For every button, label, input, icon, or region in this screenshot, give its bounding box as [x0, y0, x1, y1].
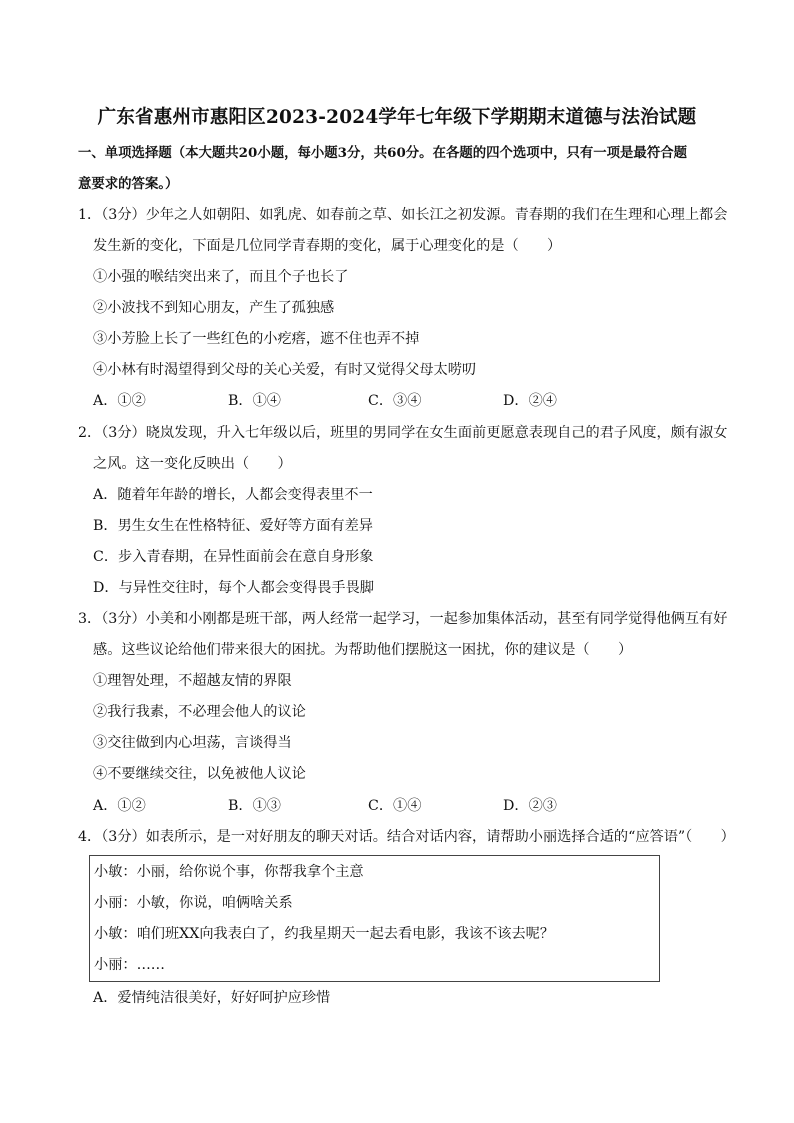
question-3-item-3: ③交往做到内心坦荡，言谈得当 [93, 735, 292, 751]
question-2-stem-line-1: 2．（3分）晓岚发现，升入七年级以后，班里的男同学在女生面前更愿意表现自己的君子风度，颇有淑女 [78, 425, 728, 441]
question-1-stem-line-2: 发生新的变化，下面是几位同学青春期的变化，属于心理变化的是（ ） [93, 238, 562, 254]
question-1-item-3: ③小芳脸上长了一些红色的小疙瘩，遮不住也弄不掉 [93, 331, 420, 347]
chat-line-3: 小敏：咱们班XX向我表白了，约我星期天一起去看电影，我该不该去呢？ [94, 926, 555, 942]
section-instructions-line-1: 一、单项选择题（本大题共20小题，每小题3分，共60分。在各题的四个选项中，只有一项是最符合题 [78, 145, 687, 161]
question-4-option-a: A．爱情纯洁很美好，好好呵护应珍惜 [93, 990, 331, 1006]
question-1-item-4: ④小林有时渴望得到父母的关心关爱，有时又觉得父母太唠叨 [93, 362, 477, 378]
question-1-option-c: C．③④ [368, 393, 422, 409]
question-3-item-4: ④不要继续交往，以免被他人议论 [93, 766, 306, 782]
question-2-option-a: A．随着年年龄的增长，人都会变得表里不一 [93, 487, 373, 503]
question-1-option-b: B．①④ [228, 393, 281, 409]
question-1-item-2: ②小波找不到知心朋友，产生了孤独感 [93, 300, 335, 316]
chat-line-2: 小丽：小敏，你说，咱俩啥关系 [94, 895, 293, 911]
question-1-option-a: A．①② [93, 393, 146, 409]
question-3-option-b: B．①③ [228, 798, 281, 814]
question-3-option-c: C．①④ [368, 798, 422, 814]
question-2-option-b: B．男生女生在性格特征、爱好等方面有差异 [93, 518, 373, 534]
question-2-option-c: C．步入青春期，在异性面前会在意自身形象 [93, 549, 374, 565]
chat-dialog-table [89, 855, 660, 982]
chat-line-1: 小敏：小丽，给你说个事，你帮我拿个主意 [94, 864, 364, 880]
question-3-option-a: A．①② [93, 798, 146, 814]
question-3-item-2: ②我行我素，不必理会他人的议论 [93, 704, 306, 720]
question-1-stem-line-1: 1．（3分）少年之人如朝阳、如乳虎、如春前之草、如长江之初发源。青春期的我们在生理和心理上都会 [78, 207, 728, 223]
question-2-option-d: D．与异性交往时，每个人都会变得畏手畏脚 [93, 580, 374, 596]
question-1-item-1: ①小强的喉结突出来了，而且个子也长了 [93, 269, 349, 285]
question-1-option-d: D．②④ [503, 393, 557, 409]
chat-line-4: 小丽：…… [94, 957, 165, 973]
question-3-stem-line-2: 感。这些议论给他们带来很大的困扰。为帮助他们摆脱这一困扰，你的建议是（ ） [93, 642, 633, 658]
question-3-option-d: D．②③ [503, 798, 557, 814]
page-title: 广东省惠州市惠阳区2023-2024学年七年级下学期期末道德与法治试题 [97, 107, 697, 128]
section-instructions-line-2: 意要求的答案。） [78, 176, 179, 192]
question-3-stem-line-1: 3．（3分）小美和小刚都是班干部，两人经常一起学习，一起参加集体活动，甚至有同学觉得他俩互有好 [78, 611, 728, 627]
question-2-stem-line-2: 之风。这一变化反映出（ ） [93, 456, 292, 472]
question-4-stem-line-1: 4．（3分）如表所示，是一对好朋友的聊天对话。结合对话内容，请帮助小丽选择合适的“应答语”（ ） [78, 829, 735, 845]
question-3-item-1: ①理智处理，不超越友情的界限 [93, 673, 292, 689]
